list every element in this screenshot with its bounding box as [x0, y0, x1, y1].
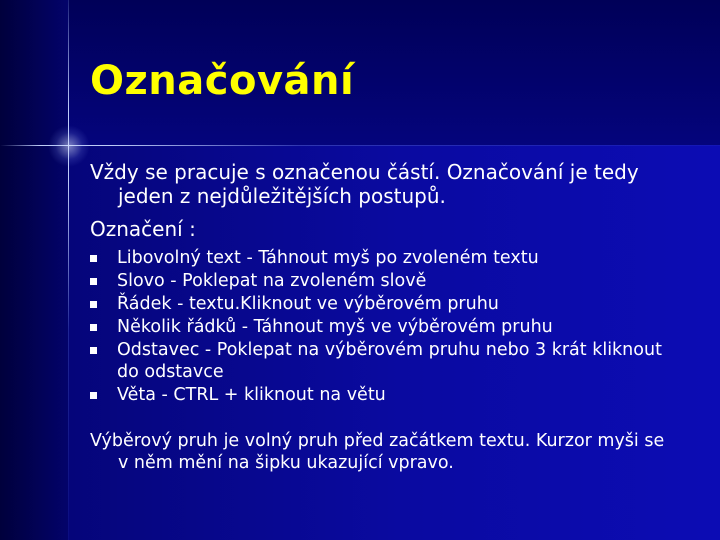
square-bullet-icon — [90, 392, 97, 399]
selection-methods-list — [90, 247, 690, 407]
decorative-horizontal-line — [0, 145, 720, 146]
list-item — [90, 247, 690, 269]
slide-title: Označování — [90, 58, 355, 104]
square-bullet-icon — [90, 278, 97, 285]
list-item — [90, 293, 690, 315]
selection-label: Označení : — [90, 217, 196, 241]
list-item-text: Slovo - Poklepat na zvoleném slově — [117, 271, 427, 291]
square-bullet-icon — [90, 255, 97, 262]
footer-line-1: Výběrový pruh je volný pruh před začátkem textu. Kurzor myši se — [90, 431, 665, 451]
square-bullet-icon — [90, 301, 97, 308]
list-item-text: Řádek - textu.Kliknout ve výběrovém pruhu — [117, 294, 499, 314]
list-item-text-continuation: do odstavce — [117, 362, 224, 382]
intro-paragraph — [90, 160, 690, 208]
list-item-text: Odstavec - Poklepat na výběrovém pruhu nebo 3 krát kliknout — [117, 340, 662, 360]
list-item — [90, 339, 690, 383]
square-bullet-icon — [90, 324, 97, 331]
intro-line-1: Vždy se pracuje s označenou částí. Označování je tedy — [90, 160, 639, 184]
list-item-text: Několik řádků - Táhnout myš ve výběrovém pruhu — [117, 317, 553, 337]
list-item-text: Věta - CTRL + kliknout na větu — [117, 385, 386, 405]
footer-line-2: v něm mění na šipku ukazující vpravo. — [118, 453, 454, 473]
list-item-text: Libovolný text - Táhnout myš po zvoleném textu — [117, 248, 539, 268]
decorative-glow — [48, 125, 90, 167]
square-bullet-icon — [90, 347, 97, 354]
list-item — [90, 384, 690, 406]
footer-paragraph — [90, 430, 690, 474]
slide-left-band — [0, 0, 68, 540]
list-item — [90, 316, 690, 338]
intro-line-2: jeden z nejdůležitějších postupů. — [118, 184, 446, 208]
decorative-vertical-line — [68, 0, 69, 540]
list-item — [90, 270, 690, 292]
